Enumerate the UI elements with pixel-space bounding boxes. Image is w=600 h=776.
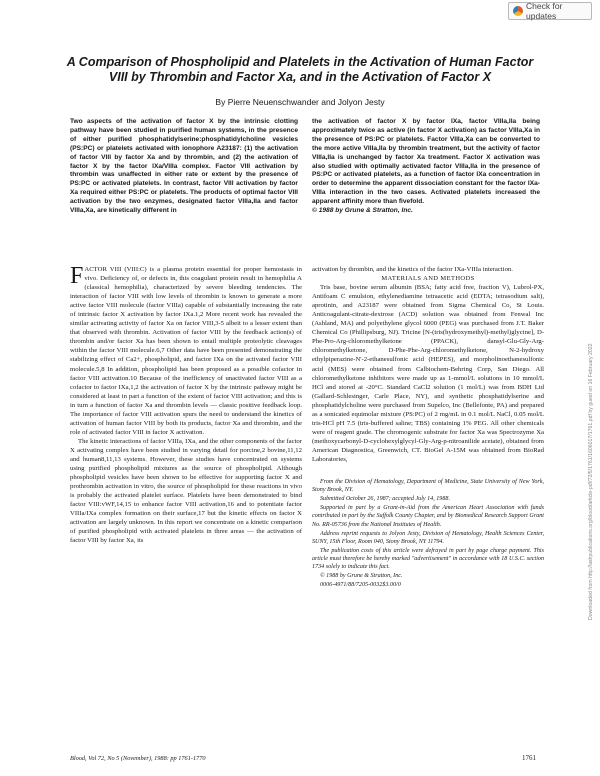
article-authors: By Pierre Neuenschwander and Jolyon Jesty — [215, 97, 385, 107]
methods-paragraph-1: Tris base, bovine serum albumin (BSA; fatty acid free, fraction V), Lubrol-PX, Antifoam C emulsion, ethylenediamine tetraacetic acid (EDTA; tetrasodium salt), aprotinin, and A23187 were obtained from Sigma Chemical Co, St Louis. Anticoagulant-citrate-dextrose (ACD) solution was obtained from Fenwal Inc (Ashland, MA) and polyethylene glycol 6000 (PEG) was purchased from J.T. Baker Chemical Co (Phillipsburg, NJ). Tricine [N-(tris(hydroxymethyl)-methyl)glycine], D-Phe-Pro-Arg-chloromethylketone (PPACK), dansyl-Glu-Gly-Arg-chloromethylketone, D-Phe-Phe-Arg-chloromethylketone, N-2-hydroxy ethylpiperazine-N'-2-ethanesulfonic acid (HEPES), and morpholinoethanesulfonic acid (MES) were obtained from Calbiochem-Behring Corp, San Diego. All chloromethylketone inhibitors were made up as 1-mmol/L solutions in 10 mmol/L HCl and stored at -20°C. Standard CaCl2 solution (1 mol/L) was from BDH Ltd (Gallard-Schlesinger, Carle Place, NY), and synthetic phosphatidylserine and phosphatidylcholine were purchased from Supelco, Inc (Bellefonte, PA) and prepared as a sonicated equimolar mixture (PS:PC) of 2 mg/mL in 0.1 mol/L NaCl, 0.05 mol/L tris-HCl pH 7.5 (tris-buffered saline; TBS) containing 1% PEG. All other chemicals were of reagent grade. The chromogenic substrate for factor Xa was Spectrozyme Xa (methoxycarbonyl-D-cyclohexylglycyl-Gly-Arg-p-nitroanilide acetate), obtained from American Diagnostica, Greenwich, CT. BioGel A-15M was obtained from BioRad Laboratories, — [312, 284, 544, 463]
footnote: © 1988 by Grune & Stratton, Inc. — [320, 573, 403, 580]
page-number: 1761 — [522, 754, 536, 762]
drop-cap: F — [70, 265, 84, 289]
footnote: Address reprint requests to Jolyon Jesty, Division of Hematology, Health Sciences Center, SUNY, 15th Floor, Room 040, Stony Brook, NY 11794. — [312, 530, 544, 545]
abstract-right — [312, 118, 540, 216]
intro-paragraph-1-text: ACTOR VIII (VIII:C) is a plasma protein essential for proper hemostasis in vivo. Deficiency of, or defects in, this coagulant protein result in hemophilia A (classical hemophilia), characterized by severe bleeding tendencies. The interaction of factor VIII with low levels of thrombin is known to generate a more active factor VIII molecule (factor VIIIa) capable of substantially increasing the rate of intrinsic factor X activation by factor IXa.1,2 More recent work has revealed the similar activating activity of factor Xa on factor VIII,3-5 albeit to a lesser extent than that observed with thrombin. Activation of factor VIII by the feedback action(s) of thrombin and/or factor Xa has been shown to entail multiple proteolytic cleavages within the factor VIII molecule.6,7 Other data have been presented demonstrating the stabilizing effect of Ca2+, phospholipid, and factor IXa on the activated factor VIII molecule.5,8 In addition, phospholipid has been proposed as a possible cofactor in factor VIII activation.10 Because of the inefficiency of unactivated factor VIII as a cofactor to factor IXa,1,2 the activation of factor X by the intrinsic pathway might be considered at least in part a function of the extent of factor VIII activation; and this is in turn a function of factor Xa and thrombin levels — classic positive feedback loop. The importance of factor VIII activation spurs the need to understand the kinetics of activation of human factor VIII by both its products, factor Xa and thrombin, and the role of activated factor VIII in factor X activation. — [70, 266, 302, 436]
footnote: 0006-4971/88/7205-0032$3.00/0 — [320, 582, 401, 589]
abstract-right-text: the activation of factor X by factor IXa, factor VIIIa,IIa being approximately twice as active (in factor X activation) as factor VIIIa,Xa in the presence of PS:PC or platelets. Factor VIIIa,Xa can be converted to the more active VIIIa,IIa by thrombin treatment, but the activity of factor VIIIa,IIa is unchanged by factor Xa treatment. Factor X activation was also studied with optimally activated factor VIIIa,IIa in the presence of PS:PC or activated platelets, as a function of factor IXa concentration in order to determine the apparent dissociation constant for the factor IXa-VIIIa interaction in the two cases. Activated platelets increased the apparent affinity more than fivefold. — [312, 118, 540, 206]
body-column-right — [312, 265, 544, 590]
download-watermark: Downloaded from http://ashpublications.org/blood/article-pdf/72/5/1761/1606017/1761.pdf by guest on 16 February 2022 — [588, 343, 594, 620]
abstract-left — [70, 118, 298, 216]
footnotes — [312, 478, 544, 589]
intro-paragraph-1 — [70, 265, 302, 437]
footnote: Supported in part by a Grant-in-Aid from the American Heart Association with funds contributed in part by the Suffolk County Chapter, and by Biomedical Research Support Grant No. RR-05736 from the National Institutes of Health. — [312, 505, 544, 528]
methods-heading: MATERIALS AND METHODS — [381, 275, 475, 283]
check-for-updates-badge[interactable] — [508, 2, 592, 20]
footnote: The publication costs of this article were defrayed in part by page charge payment. This article must therefore be hereby marked "advertisement" in accordance with 18 U.S.C. section 1734 solely to indicate this fact. — [312, 547, 544, 570]
footnote: Submitted October 26, 1987; accepted July 14, 1988. — [320, 496, 450, 503]
check-for-updates-label: Check for updates — [526, 1, 563, 21]
intro-continuation: activation by thrombin, and the kinetics of the factor IXa-VIIIa interaction. — [312, 266, 513, 273]
intro-paragraph-2: The kinetic interactions of factor VIIIa, IXa, and the other components of the factor X activating complex have been studied in varying detail for porcine,2 bovine,11,12 and human8,11,13 systems. However, these studies have concentrated on systems using purified phospholipid mixtures as the source of phospholipid. Although phospholipid vesicles have been shown to be effective for supporting factor X and prothrombin activation in vitro, the source of phospholipid for these reactions in vivo is probably the activated platelet surface. Platelets have been demonstrated to bind factor VIII:vWF,14,15 to enhance factor VIII activation,16 and to potentiate factor VIIIa/IXa complex formation on their surface,17 but the kinetic effects on factor X activation are largely unknown. In this report we concentrate on a kinetic comparison of purified phospholipid with activated platelets in three areas — the activation of factor VIII by factor Xa, its — [70, 437, 302, 545]
journal-citation: Blood, Vol 72, No 5 (November), 1988: pp 1761-1770 — [70, 755, 206, 762]
article-title: A Comparison of Phospholipid and Platelets in the Activation of Human Factor VIII by Thrombin and Factor Xa, and in the Activation of Factor X — [66, 55, 534, 84]
abstract-copyright: © 1988 by Grune & Stratton, Inc. — [312, 207, 413, 215]
crossmark-icon — [513, 6, 523, 16]
footnote: From the Division of Hematology, Department of Medicine, State University of New York, Stony Brook, NY. — [312, 479, 544, 494]
abstract-left-text: Two aspects of the activation of factor X by the intrinsic clotting pathway have been studied in purified human systems, in the presence of either purified phosphatidylserine:phosphatidylcholine vesicles (PS:PC) or platelets activated with ionophore A23187: (1) the activation of factor VIII by factor Xa and by thrombin, and (2) the activation of factor X by the factor IXa/VIIIa complex. Factor VIII activation by thrombin was unaffected in either rate or extent by the presence of PS:PC or activated platelets. In contrast, factor VIII activation by factor Xa required either PS:PC or platelets. The products of optimal factor VIII activation by the two enzymes, designated factor VIIIa,IIa and factor VIIIa,Xa, are kinetically different in — [70, 118, 298, 215]
body-column-left — [70, 265, 302, 745]
